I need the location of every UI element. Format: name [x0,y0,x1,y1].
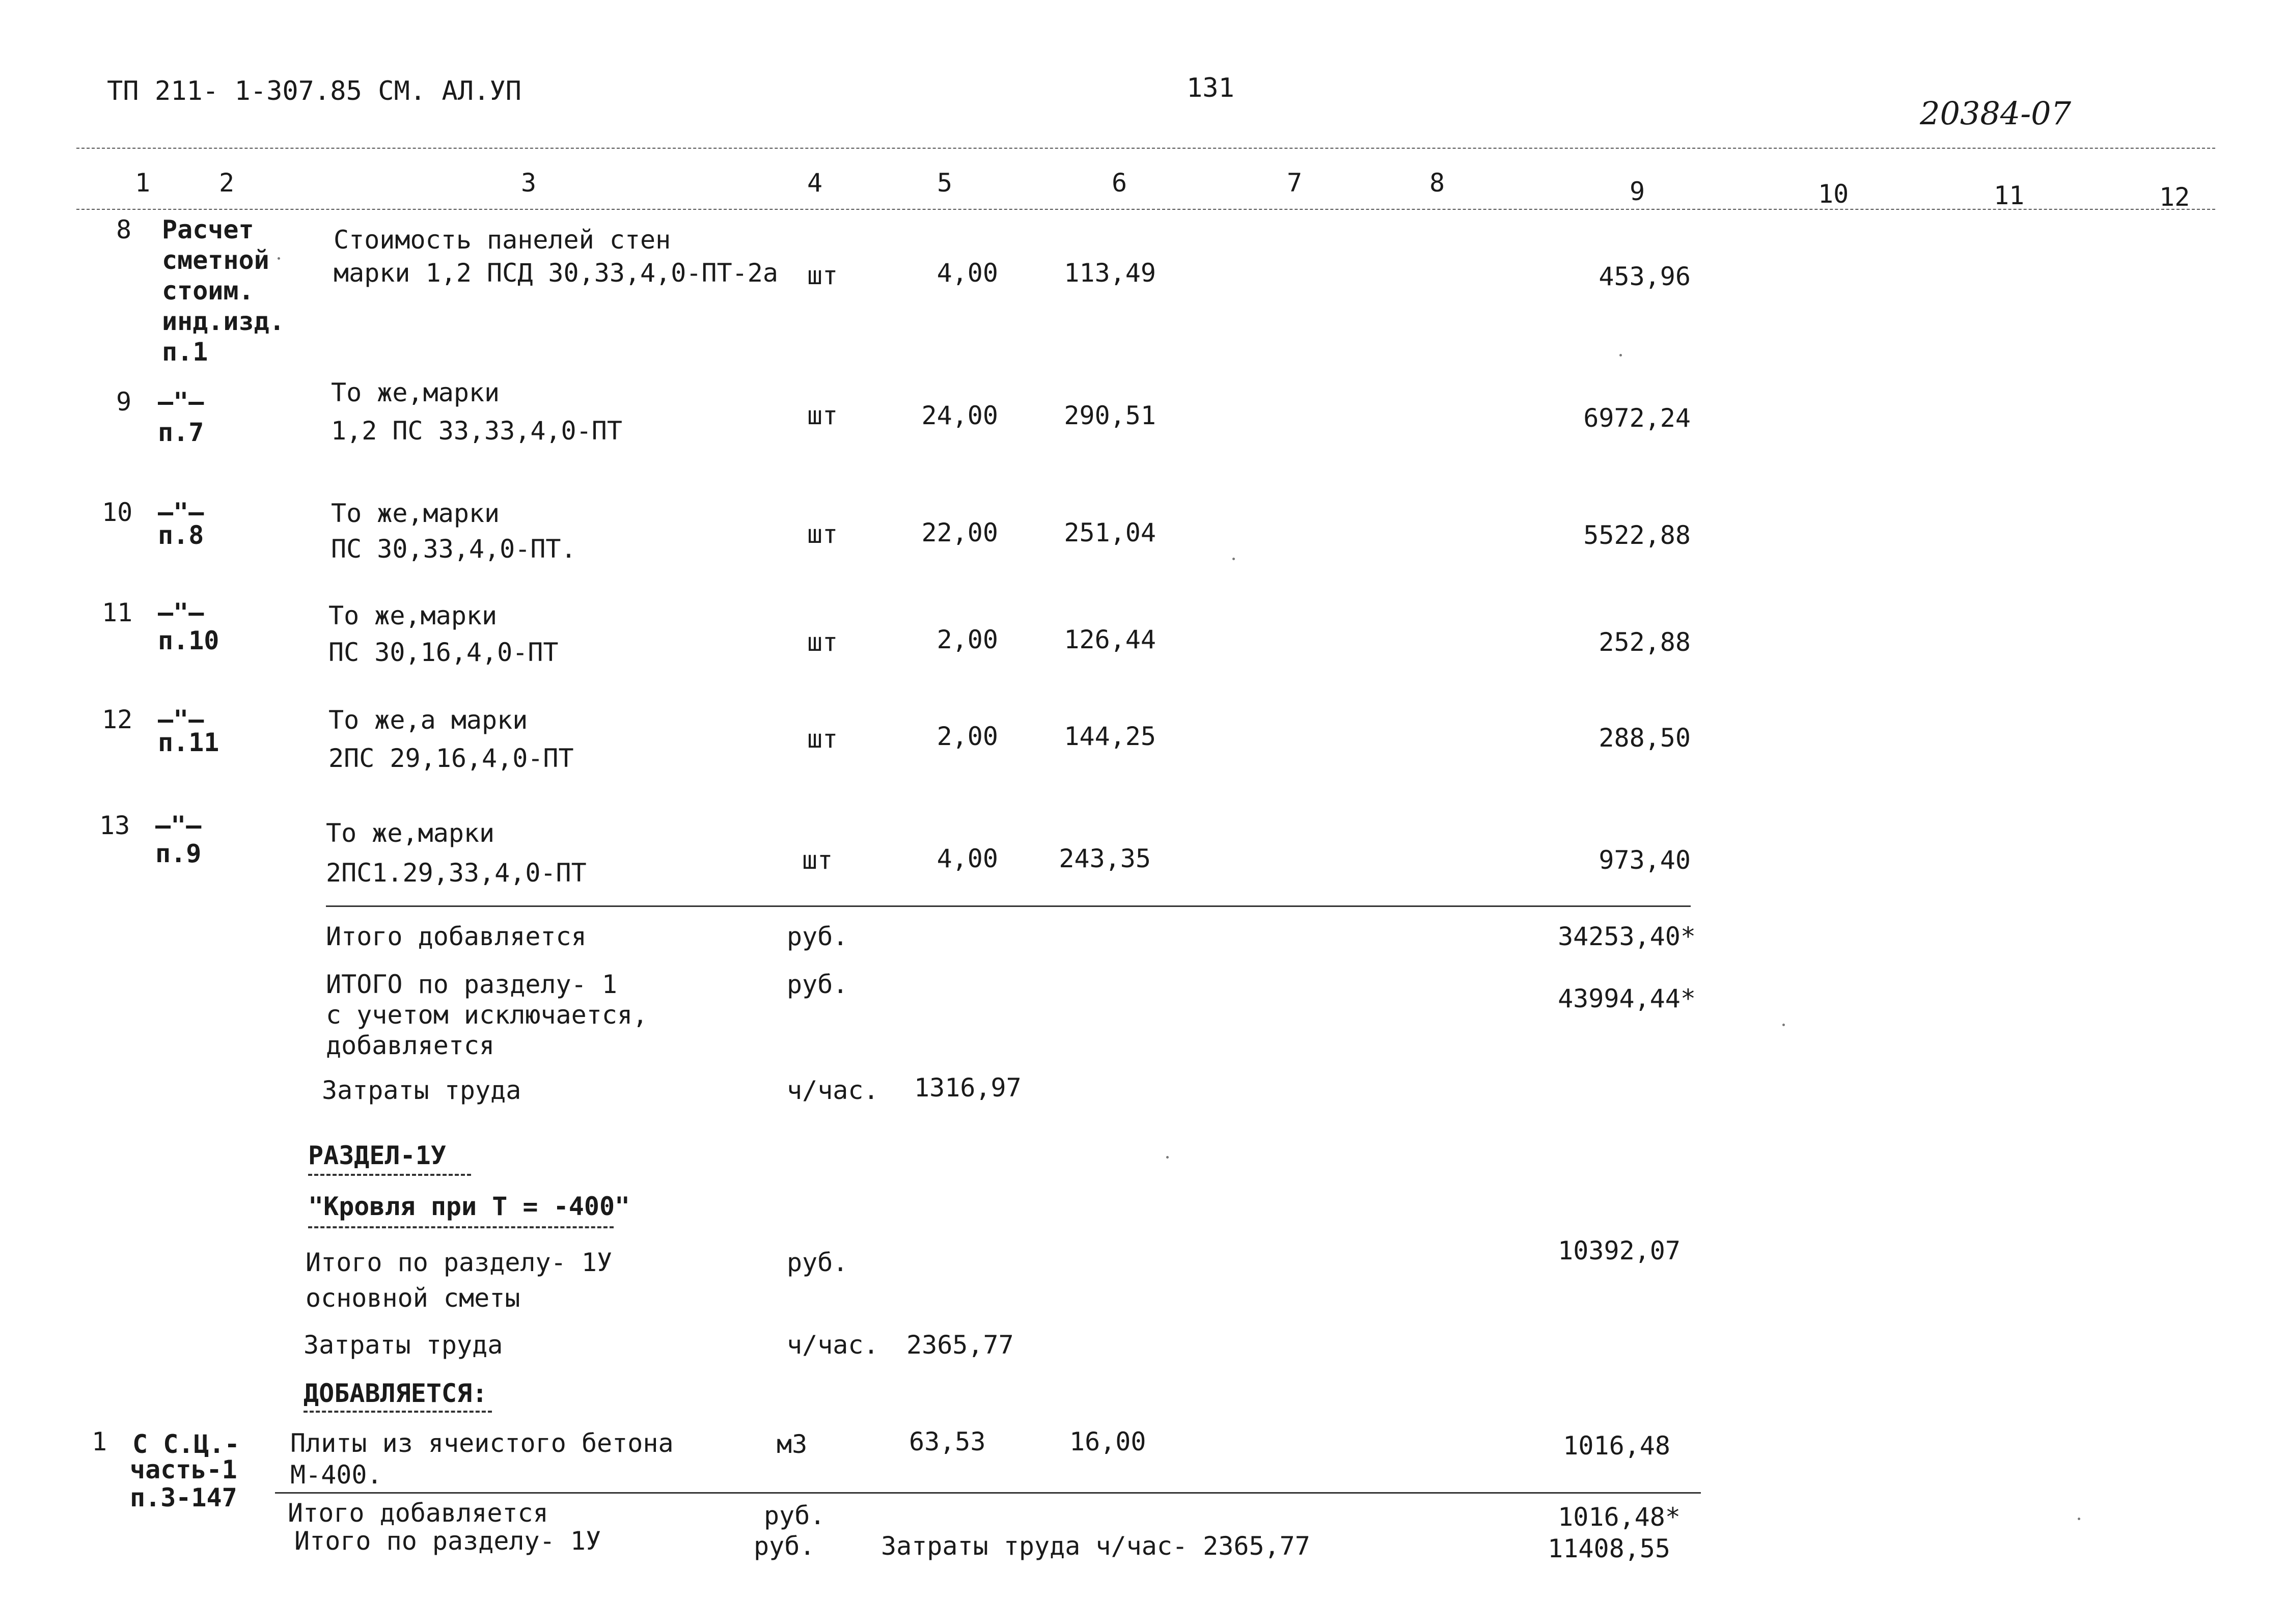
labor-unit: ч/час. [787,1330,879,1360]
labor-value: 2365,77 [906,1330,1014,1360]
column-header-4: 4 [807,168,823,198]
section-title: РАЗДЕЛ-1У [308,1141,446,1170]
add-heading-underline [304,1411,492,1413]
itogo-section-unit: руб. [787,970,848,999]
price-cell: 251,04 [1064,518,1156,547]
description-line: 2ПС1.29,33,4,0-ПТ [326,858,587,888]
quantity-cell: 22,00 [921,518,998,547]
quantity-cell: 4,00 [937,844,998,873]
itogo-section4-line: Итого по разделу- 1У [306,1248,613,1277]
itogo-add-total: 34253,40* [1558,922,1696,951]
labor-unit: ч/час. [787,1076,879,1105]
row-number: 9 [116,387,132,417]
itogo-section-total: 11408,55 [1548,1534,1670,1563]
itogo-add-unit: руб. [787,922,848,951]
itogo-section-label: Итого по разделу- 1У [294,1526,601,1556]
scan-speck [1232,558,1235,560]
description-line: Стоимость панелей стен [334,225,671,255]
column-header-2: 2 [219,168,235,198]
total-cell: 252,88 [1599,627,1691,657]
basis-line: Расчет [162,215,254,244]
price-cell: 290,51 [1064,401,1156,430]
header-bottom-rule [76,209,2215,210]
unit-cell: шт [807,261,838,290]
description-line: М-400. [290,1460,382,1490]
column-header-1: 1 [135,168,151,198]
column-header-10: 10 [1818,179,1849,209]
basis-line: —"— [158,387,204,417]
description-line: Плиты из ячеистого бетона [290,1428,674,1458]
itogo-add-label: Итого добавляется [326,922,587,951]
basis-line: стоим. [162,276,254,306]
labor-label: Затраты труда [322,1076,521,1105]
labor-label: Затраты труда [304,1330,503,1360]
column-header-12: 12 [2159,182,2190,212]
unit-cell: шт [807,724,838,754]
itogo-section4-total: 10392,07 [1558,1236,1681,1265]
description-line: То же,марки [326,818,495,848]
basis-line: —"— [155,811,202,840]
row-number: 11 [102,598,133,627]
quantity-cell: 63,53 [909,1427,986,1456]
basis-line: сметной [162,245,269,275]
basis-line: —"— [158,598,204,627]
basis-line: п.1 [162,337,208,367]
column-header-3: 3 [521,168,537,198]
basis-line: инд.изд. [162,307,285,336]
description-line: То же,марки [331,378,500,407]
unit-cell: шт [807,401,838,430]
scan-speck [1782,1024,1785,1026]
price-cell: 144,25 [1064,722,1156,751]
price-cell: 243,35 [1059,844,1151,873]
column-header-11: 11 [1994,181,2025,210]
basis-line: п.11 [158,728,219,757]
price-cell: 126,44 [1064,625,1156,654]
unit-cell: шт [807,519,838,549]
basis-line: —"— [158,705,204,734]
basis-line: —"— [158,498,204,527]
description-line: 1,2 ПС 33,33,4,0-ПТ [331,416,622,446]
quantity-cell: 24,00 [921,401,998,430]
quantity-cell: 4,00 [937,258,998,288]
labor-text: Затраты труда ч/час- 2365,77 [881,1531,1310,1561]
total-cell: 1016,48 [1563,1431,1670,1461]
unit-cell: шт [802,845,833,875]
scan-speck [2078,1518,2080,1520]
row-number: 1 [92,1427,107,1456]
total-cell: 973,40 [1599,845,1691,875]
row-number: 10 [102,498,133,527]
column-header-9: 9 [1630,177,1645,206]
page-number: 131 [1187,73,1234,103]
basis-line: п.8 [158,520,204,550]
description-line: 2ПС 29,16,4,0-ПТ [328,744,574,773]
column-header-8: 8 [1429,168,1445,198]
itogo-section-unit: руб. [754,1531,815,1561]
column-header-5: 5 [937,168,953,198]
total-cell: 453,96 [1599,262,1691,291]
basis-line: часть-1 [130,1455,237,1484]
itogo-section-total: 43994,44* [1558,984,1696,1013]
labor-value: 1316,97 [914,1073,1022,1103]
quantity-cell: 2,00 [937,722,998,751]
itogo-section4-line: основной сметы [306,1283,520,1313]
column-header-6: 6 [1112,168,1127,198]
scan-speck [1619,354,1622,356]
unit-cell: шт [807,627,838,657]
description-line: То же,марки [331,499,500,528]
section-subtitle: "Кровля при Т = -400" [308,1192,630,1221]
document-code: ТП 211- 1-307.85 СМ. АЛ.УП [107,76,521,106]
itogo-add-unit: руб. [764,1501,825,1530]
itogo-section-line: с учетом исключается, [326,1000,648,1030]
basis-line: п.7 [158,418,204,447]
unit-cell: м3 [777,1429,808,1459]
quantity-cell: 2,00 [937,625,998,654]
column-header-7: 7 [1287,168,1303,198]
row-number: 12 [102,705,133,734]
handwritten-number: 20384-07 [1920,95,2072,132]
footer-rule [275,1492,1701,1494]
basis-line: п.10 [158,626,219,655]
description-line: ПС 30,16,4,0-ПТ [328,638,559,667]
add-heading: ДОБАВЛЯЕТСЯ: [304,1379,488,1408]
description-line: марки 1,2 ПСД 30,33,4,0-ПТ-2а [334,258,778,288]
basis-line: С С.Ц.- [132,1429,240,1459]
itogo-section-line: добавляется [326,1031,495,1060]
header-top-rule [76,148,2215,149]
scan-speck [278,257,280,260]
total-cell: 5522,88 [1583,520,1691,550]
scan-speck [1166,1156,1169,1159]
itogo-add-label: Итого добавляется [288,1498,548,1528]
basis-line: п.3-147 [130,1483,237,1512]
price-cell: 113,49 [1064,258,1156,288]
description-line: То же,а марки [328,705,528,735]
total-cell: 6972,24 [1583,403,1691,433]
description-line: То же,марки [328,601,498,630]
total-cell: 288,50 [1599,723,1691,753]
basis-line: п.9 [155,839,202,868]
itogo-section4-unit: руб. [787,1248,848,1277]
price-cell: 16,00 [1069,1427,1146,1456]
section-subtitle-underline [308,1226,614,1228]
row-number: 8 [116,215,132,244]
subtotal-rule [326,905,1691,907]
itogo-add-total: 1016,48* [1558,1502,1681,1532]
description-line: ПС 30,33,4,0-ПТ. [331,534,576,564]
itogo-section-line: ИТОГО по разделу- 1 [326,970,617,999]
section-title-underline [308,1174,471,1176]
row-number: 13 [99,811,130,840]
